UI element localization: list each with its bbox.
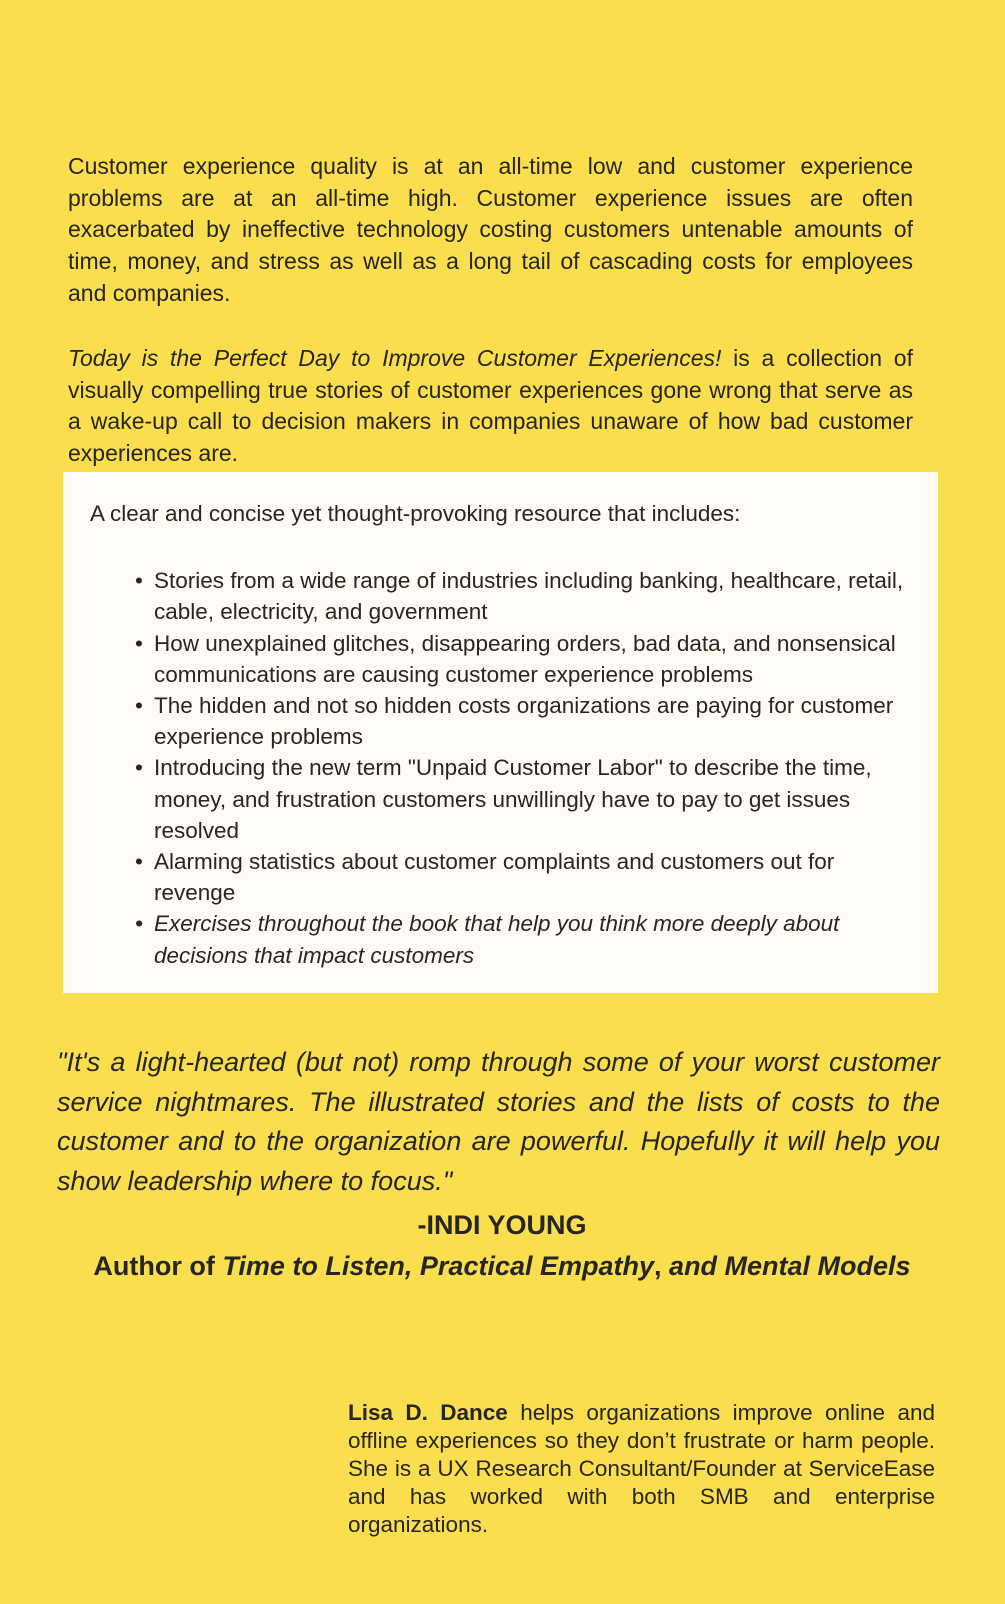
attribution-separator: , — [654, 1251, 670, 1281]
book-description-text: is a collection of visually compelling true stories of customer experiences gone wrong that serve as a wake-up call to decision makers in companies unaware of how bad customer experiences are. — [68, 345, 913, 467]
book-title: Today is the Perfect Day to Improve Customer Experiences! — [68, 345, 722, 371]
attribution-book-titles-1: Time to Listen, Practical Empathy — [222, 1251, 655, 1281]
feature-bullet-item: • Alarming statistics about customer complaints and customers out for revenge — [135, 846, 905, 908]
author-bio-text: helps organizations improve online and offline experiences so they don’t frustrate or harm people. She is a UX Research Consultant/Founder at ServiceEase and has worked with both SMB and enterprise organizations. — [348, 1399, 935, 1537]
author-bio — [348, 1399, 935, 1539]
testimonial-attribution-name: -INDI YOUNG — [417, 1210, 587, 1240]
intro-paragraph: Customer experience quality is at an all-time low and customer experience problems are at an all-time high. Customer experience issues are often exacerbated by ineffective technology costing customers untenable amounts of time, money, and stress as well as a long tail of cascading costs for employees and companies. — [68, 153, 913, 306]
feature-bullet-item: • Introducing the new term "Unpaid Customer Labor" to describe the time, money, and frustration customers unwillingly have to pay to get issues resolved — [135, 752, 905, 846]
feature-bullet-item: • Exercises throughout the book that help you think more deeply about decisions that impact customers — [135, 908, 905, 970]
attribution-prefix: Author of — [93, 1251, 223, 1281]
testimonial-attribution-role — [42, 1251, 962, 1282]
attribution-book-titles-2: and Mental Models — [669, 1251, 911, 1281]
author-name: Lisa D. Dance — [348, 1399, 508, 1425]
feature-bullet-item: • Stories from a wide range of industries including banking, healthcare, retail, cable, electricity, and government — [135, 565, 905, 627]
feature-bullet-item: • How unexplained glitches, disappearing orders, bad data, and nonsensical communications are causing customer experience problems — [135, 628, 905, 690]
features-box — [63, 472, 938, 993]
testimonial-quote: "It's a light-hearted (but not) romp through some of your worst customer service nightmares. The illustrated stories and the lists of costs to the customer and to the organization are powerful. Hopefully it will help you show leadership where to focus." — [57, 1047, 940, 1197]
book-description-paragraph — [68, 343, 913, 470]
features-list — [90, 565, 905, 971]
features-heading: A clear and concise yet thought-provoking resource that includes: — [90, 501, 741, 526]
feature-bullet-item: • The hidden and not so hidden costs organizations are paying for customer experience problems — [135, 690, 905, 752]
